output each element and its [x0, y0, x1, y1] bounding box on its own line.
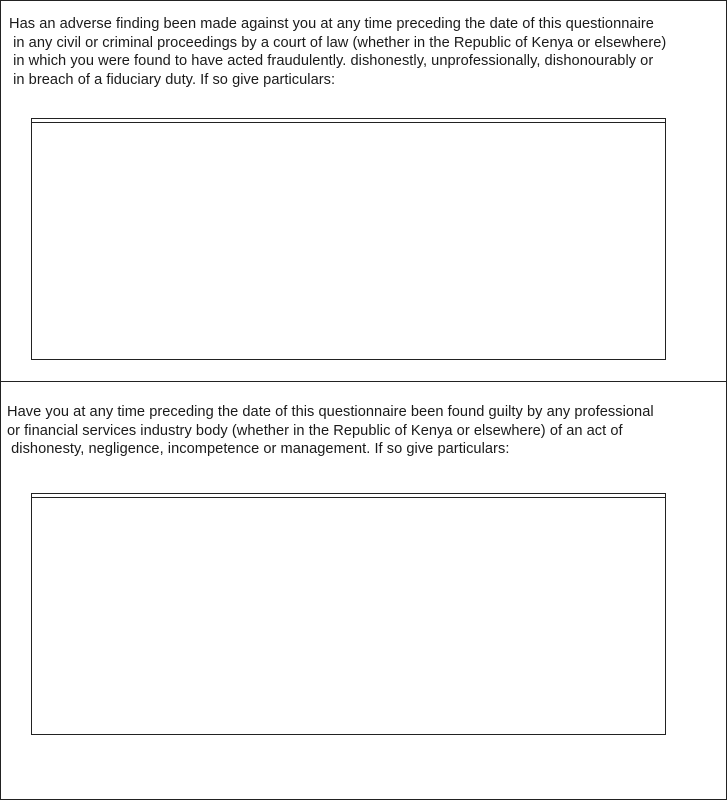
question-line: in breach of a fiduciary duty. If so give particulars: — [9, 71, 336, 88]
particulars-answer-box-professional-misconduct[interactable] — [31, 493, 666, 735]
question-text-adverse-finding — [9, 15, 666, 89]
question-section-adverse-finding — [1, 1, 726, 382]
question-line: or financial services industry body (whether in the Republic of Kenya or elsewhere) of an act of — [7, 422, 623, 439]
question-line: in any civil or criminal proceedings by a court of law (whether in the Republic of Kenya or elsewhere) — [9, 34, 667, 51]
question-line: Have you at any time preceding the date of this questionnaire been found guilty by any professional — [7, 404, 654, 420]
question-line: in which you were found to have acted fraudulently. dishonestly, unprofessionally, dishonourably or — [9, 53, 654, 70]
question-line: dishonesty, negligence, incompetence or management. If so give particulars: — [7, 441, 510, 458]
particulars-answer-box-adverse-finding[interactable] — [31, 118, 666, 360]
question-line: Has an adverse finding been made against you at any time preceding the date of this questionnaire — [9, 16, 654, 32]
question-section-professional-misconduct — [1, 382, 726, 799]
question-text-professional-misconduct — [7, 403, 654, 459]
